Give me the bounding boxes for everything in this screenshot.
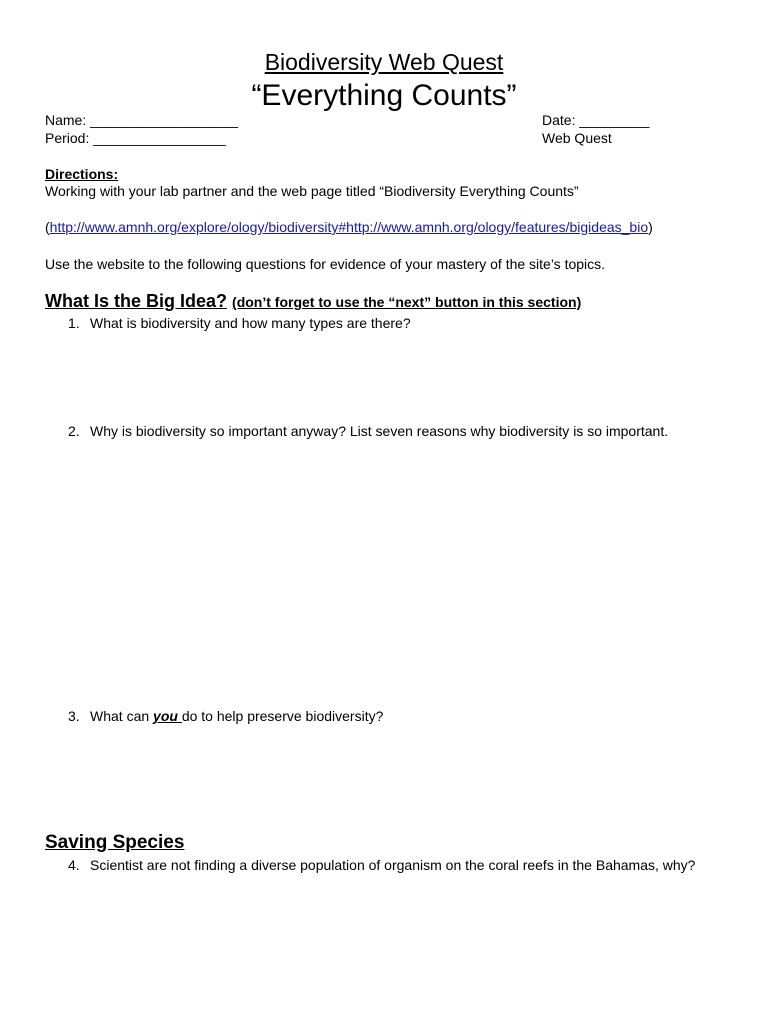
web-quest-label: Web Quest [542, 130, 612, 146]
directions-heading: Directions: [45, 166, 119, 182]
question-text-post: do to help preserve biodiversity? [181, 708, 384, 724]
question-3 [0, 708, 768, 728]
question-2 [0, 423, 768, 443]
instructions-text: Use the website to the following questions for evidence of your mastery of the site’s topics. [45, 256, 606, 272]
question-4 [0, 857, 768, 897]
question-emphasis: you [153, 708, 182, 724]
link-open-paren: ( [45, 219, 50, 235]
question-text: Scientist are not finding a diverse population of organism on the coral reefs in the Bahamas, why? [90, 857, 696, 873]
section-heading-saving-species [45, 832, 184, 854]
period-field: Period: _________________ [45, 130, 226, 146]
worksheet-title: Biodiversity Web Quest [264, 49, 504, 75]
section-title: Saving Species [45, 832, 185, 853]
question-1 [0, 315, 768, 335]
website-link-line [45, 219, 653, 236]
website-link[interactable]: http://www.amnh.org/explore/ology/biodiversity#http://www.amnh.org/ology/features/bigideas_bio [49, 219, 649, 235]
question-text [90, 708, 720, 725]
question-text-pre: What can [90, 708, 154, 724]
section-heading-big-idea [45, 291, 581, 312]
question-number: 4. [68, 857, 80, 873]
question-number: 2. [68, 423, 80, 439]
question-text: What is biodiversity and how many types are there? [90, 315, 411, 331]
worksheet-subtitle: “Everything Counts” [251, 79, 517, 112]
section-note: (don’t forget to use the “next” button in this section) [232, 294, 582, 310]
question-number: 3. [68, 708, 80, 724]
name-field: Name: ___________________ [45, 112, 239, 128]
link-close-paren: ) [648, 219, 653, 235]
directions-text: Working with your lab partner and the web page titled “Biodiversity Everything Counts” [45, 183, 579, 199]
date-field: Date: _________ [542, 112, 650, 128]
question-number: 1. [68, 315, 80, 331]
section-title: What Is the Big Idea? [45, 291, 228, 311]
question-text: Why is biodiversity so important anyway? List seven reasons why biodiversity is so important. [90, 423, 669, 439]
